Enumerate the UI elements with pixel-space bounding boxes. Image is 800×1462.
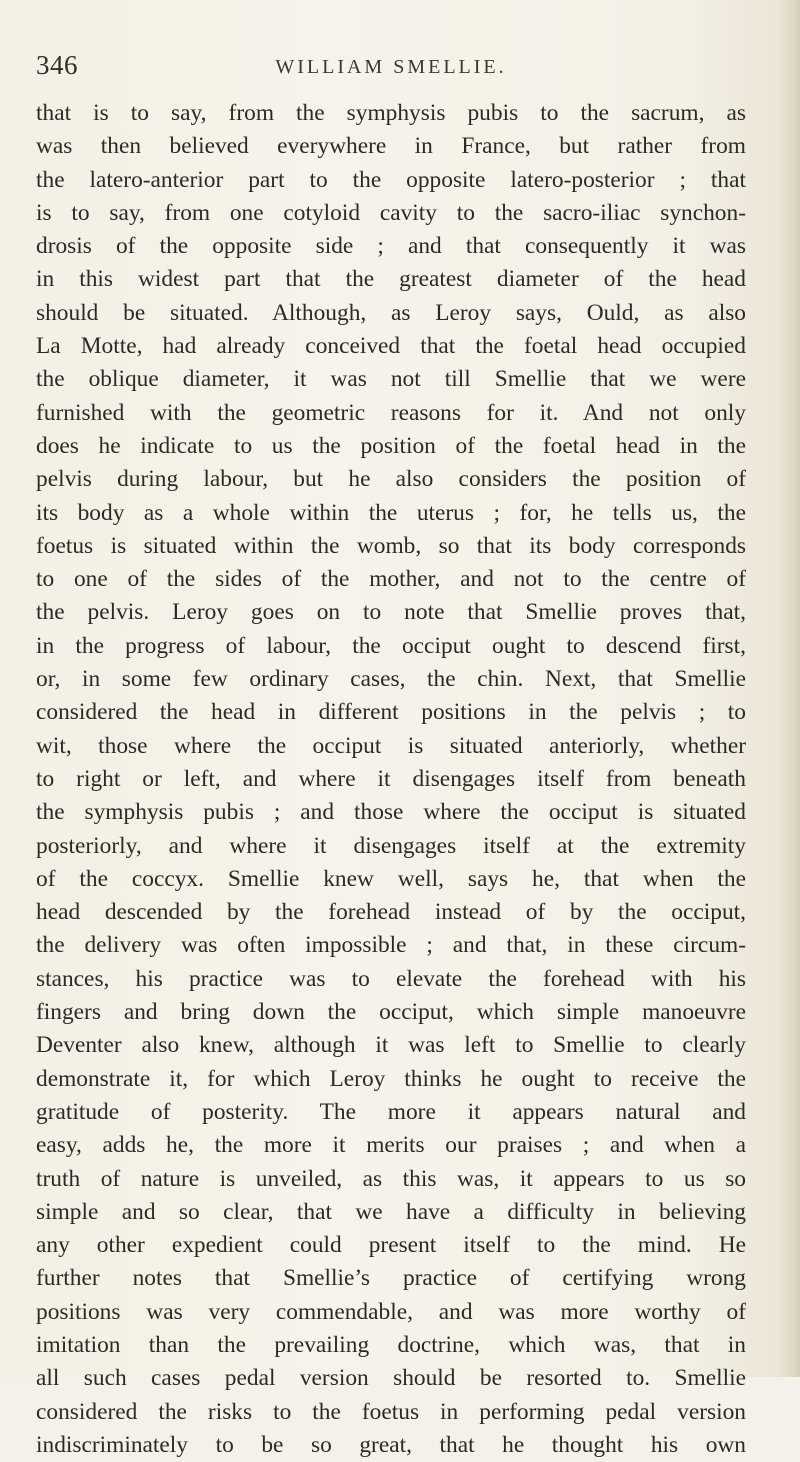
body-text <box>36 97 746 1462</box>
running-title: WILLIAM SMELLIE. <box>275 56 507 78</box>
text-line: does he indicate to us the position of the foetal head in the <box>36 432 746 459</box>
text-line: was then believed everywhere in France, but rather from <box>36 133 746 160</box>
page-number: 346 <box>36 50 78 80</box>
text-line: its body as a whole within the uterus ; for, he tells us, the <box>36 499 746 526</box>
text-line: further notes that Smellie’s practice of certifying wrong <box>36 1265 746 1292</box>
text-line: in this widest part that the greatest diameter of the head <box>36 266 746 293</box>
text-line: in the progress of labour, the occiput ought to descend first, <box>36 632 746 659</box>
text-line: demonstrate it, for which Leroy thinks he ought to receive the <box>36 1065 746 1092</box>
text-line: any other expedient could present itself to the mind. He <box>36 1232 746 1259</box>
text-line: simple and so clear, that we have a difficulty in believing <box>36 1198 746 1225</box>
text-line: La Motte, had already conceived that the foetal head occupied <box>36 333 746 360</box>
text-line: all such cases pedal version should be resorted to. Smellie <box>36 1365 746 1392</box>
text-line: posteriorly, and where it disengages itself at the extremity <box>36 832 746 859</box>
text-line: head descended by the forehead instead of by the occiput, <box>36 899 746 926</box>
text-line: foetus is situated within the womb, so that its body corresponds <box>36 532 746 559</box>
text-line: easy, adds he, the more it merits our praises ; and when a <box>36 1132 746 1159</box>
text-line: of the coccyx. Smellie knew well, says he, that when the <box>36 865 746 892</box>
text-line: wit, those where the occiput is situated anteriorly, whether <box>36 732 746 759</box>
text-line: or, in some few ordinary cases, the chin. Next, that Smellie <box>36 666 746 693</box>
text-line: the pelvis. Leroy goes on to note that Smellie proves that, <box>36 599 746 626</box>
text-line: the latero-anterior part to the opposite latero-posterior ; that <box>36 166 746 193</box>
text-line: the oblique diameter, it was not till Smellie that we were <box>36 366 746 393</box>
text-line: the symphysis pubis ; and those where the occiput is situated <box>36 799 746 826</box>
text-line: to right or left, and where it disengages itself from beneath <box>36 765 746 792</box>
text-line: that is to say, from the symphysis pubis to the sacrum, as <box>36 100 746 126</box>
text-line: pelvis during labour, but he also considers the position of <box>36 466 746 493</box>
running-head <box>36 50 746 86</box>
text-line: should be situated. Although, as Leroy says, Ould, as also <box>36 299 746 326</box>
text-line: indiscriminately to be so great, that he thought his own <box>36 1431 746 1458</box>
text-line: gratitude of posterity. The more it appears natural and <box>36 1098 746 1125</box>
text-line: imitation than the prevailing doctrine, which was, that in <box>36 1331 746 1358</box>
page-edge-shadow <box>778 0 800 1377</box>
text-line: positions was very commendable, and was more worthy of <box>36 1298 746 1325</box>
text-line: fingers and bring down the occiput, which simple manoeuvre <box>36 999 746 1026</box>
text-line: considered the head in different positions in the pelvis ; to <box>36 699 746 726</box>
text-line: stances, his practice was to elevate the forehead with his <box>36 965 746 992</box>
text-line: truth of nature is unveiled, as this was, it appears to us so <box>36 1165 746 1192</box>
text-line: drosis of the opposite side ; and that consequently it was <box>36 233 746 260</box>
text-line: is to say, from one cotyloid cavity to the sacro-iliac synchon- <box>36 199 746 226</box>
text-line: considered the risks to the foetus in performing pedal version <box>36 1398 746 1425</box>
text-line: to one of the sides of the mother, and not to the centre of <box>36 566 746 593</box>
text-line: the delivery was often impossible ; and that, in these circum- <box>36 932 746 959</box>
text-line: furnished with the geometric reasons for it. And not only <box>36 399 746 426</box>
text-line: Deventer also knew, although it was left to Smellie to clearly <box>36 1032 746 1059</box>
